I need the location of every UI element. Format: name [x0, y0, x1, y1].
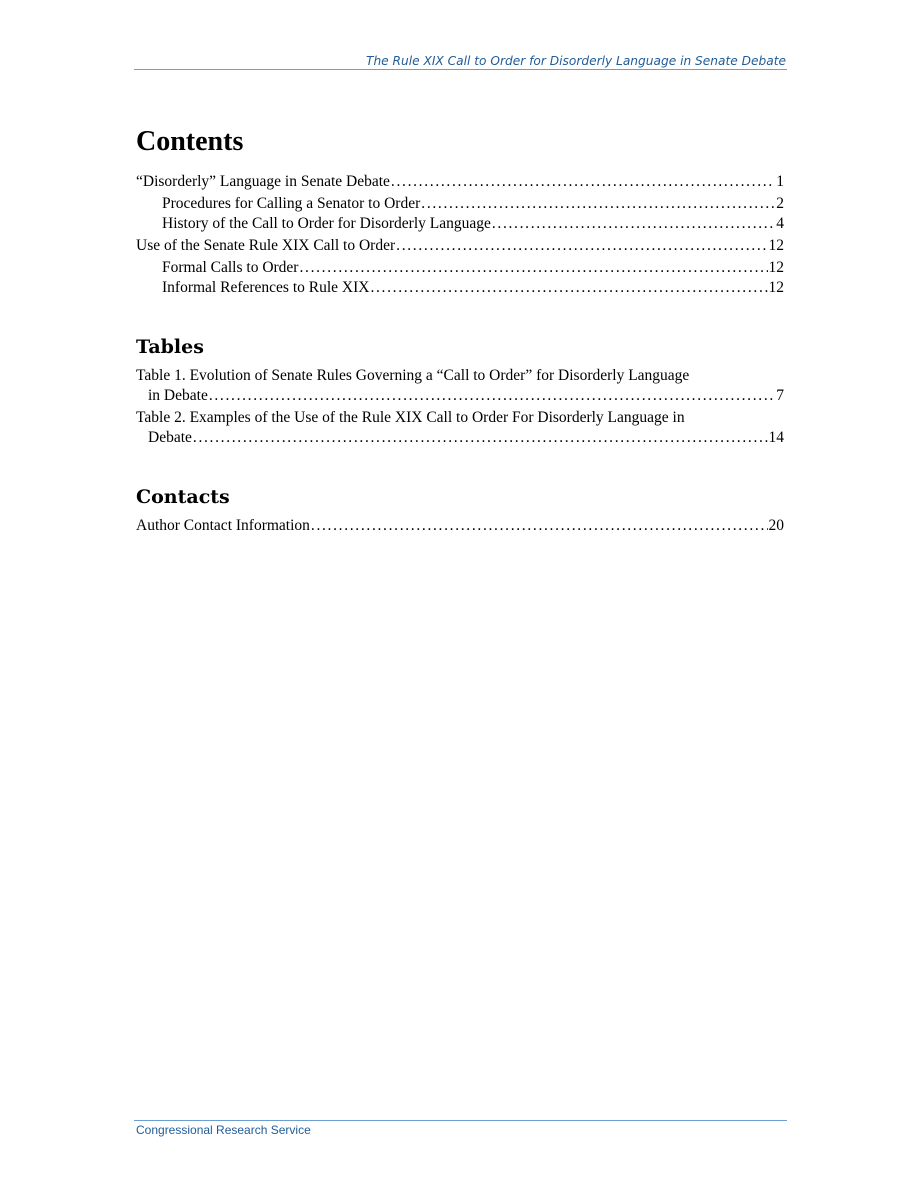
toc-entry-page: 14 — [768, 429, 784, 446]
toc-entry-label: Table 1. Evolution of Senate Rules Governing a “Call to Order” for Disorderly Language — [136, 367, 690, 384]
dot-leader — [209, 386, 775, 406]
toc-entry-procedures[interactable] — [136, 194, 784, 214]
toc-entry-label: Use of the Senate Rule XIX Call to Order — [136, 237, 396, 254]
table-of-contents — [136, 124, 784, 536]
header-rule — [134, 69, 787, 70]
toc-entry-label: Procedures for Calling a Senator to Order — [162, 195, 421, 212]
toc-entry-label: History of the Call to Order for Disorderly Language — [162, 215, 491, 232]
toc-entry-label-continuation: in Debate — [148, 387, 208, 404]
toc-entry-label: Table 2. Examples of the Use of the Rule XIX Call to Order For Disorderly Language in — [136, 409, 685, 426]
toc-entry-informal-references[interactable] — [136, 278, 784, 298]
dot-leader — [396, 236, 767, 256]
section-spacer — [136, 298, 784, 334]
toc-entry-continuation — [136, 386, 784, 406]
tables-heading: Tables — [136, 336, 204, 358]
contents-list — [136, 172, 784, 298]
toc-entry-label: Formal Calls to Order — [162, 259, 299, 276]
toc-entry-continuation — [136, 428, 784, 448]
toc-entry-page: 12 — [768, 279, 784, 296]
toc-entry-page: 12 — [768, 237, 784, 254]
toc-entry-use-of-rule[interactable] — [136, 236, 784, 256]
toc-entry-table-2[interactable] — [136, 408, 784, 448]
dot-leader — [299, 258, 767, 278]
contents-heading: Contents — [136, 126, 244, 157]
dot-leader — [421, 194, 775, 214]
contacts-list — [136, 516, 784, 536]
toc-entry-label-continuation: Debate — [148, 429, 192, 446]
footer-rule — [134, 1120, 787, 1121]
dot-leader — [492, 214, 775, 234]
section-spacer — [136, 448, 784, 484]
dot-leader — [391, 172, 775, 192]
toc-entry-page: 2 — [776, 195, 784, 212]
toc-entry-formal-calls[interactable] — [136, 258, 784, 278]
running-header: The Rule XIX Call to Order for Disorderly Language in Senate Debate — [366, 54, 786, 68]
toc-entry-label: “Disorderly” Language in Senate Debate — [136, 173, 390, 190]
toc-entry-page: 12 — [768, 259, 784, 276]
dot-leader — [370, 278, 767, 298]
toc-entry-author-contact[interactable] — [136, 516, 784, 536]
toc-entry-page: 1 — [776, 173, 784, 190]
toc-entry-page: 20 — [768, 517, 784, 534]
toc-entry-disorderly-language[interactable] — [136, 172, 784, 192]
toc-entry-page: 7 — [776, 387, 784, 404]
toc-entry-page: 4 — [776, 215, 784, 232]
dot-leader — [193, 428, 768, 448]
toc-entry-table-1[interactable] — [136, 366, 784, 406]
toc-entry-label: Informal References to Rule XIX — [162, 279, 370, 296]
toc-entry-label: Author Contact Information — [136, 517, 310, 534]
running-footer: Congressional Research Service — [136, 1123, 311, 1137]
toc-entry-history[interactable] — [136, 214, 784, 234]
contacts-heading: Contacts — [136, 486, 230, 508]
dot-leader — [311, 516, 768, 536]
